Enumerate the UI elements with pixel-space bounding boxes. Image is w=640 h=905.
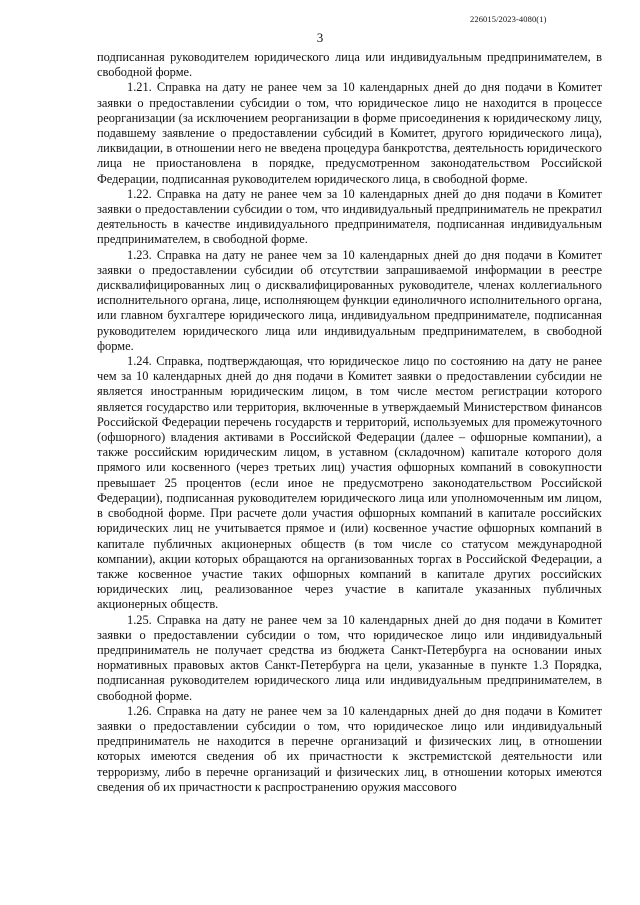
page-number: 3 — [316, 30, 324, 45]
paragraph-1-22: 1.22. Справка на дату не ранее чем за 10 календарных дней до дня подачи в Комитет заявки о предоставлении субсидии о том, что индивидуальный предприниматель не прекратил деятельность в качестве индивидуального предпринимателя, подписанная индивидуальным предпринимателем, в свободной форме. — [97, 186, 602, 247]
paragraph-1-25: 1.25. Справка на дату не ранее чем за 10 календарных дней до дня подачи в Комитет заявки о предоставлении субсидии о том, что юридическое лицо или индивидуальный предприниматель не получает средства из бюджета Санкт-Петербурга на основании иных нормативных правовых актов Санкт-Петербурга на цели, указанные в пункте 1.3 Порядка, подписанная руководителем юридического лица или индивидуальным предпринимателем, в свободной форме. — [97, 612, 602, 703]
paragraph-1-24: 1.24. Справка, подтверждающая, что юридическое лицо по состоянию на дату не ранее чем за 10 календарных дней до дня подачи в Комитет заявки о предоставлении субсидии не является иностранным юридическим лицом, в том числе местом регистрации которого является государство или территория, включенные в утверждаемый Министерством финансов Российской Федерации перечень государств и территорий, используемых для промежуточного (офшорного) владения активами в Российской Федерации (далее – офшорные компании), а также российским юридическим лицом, в уставном (складочном) капитале которого доля прямого или косвенного (через третьих лиц) участия офшорных компаний в совокупности превышает 25 процентов (если иное не предусмотрено законодательством Российской Федерации), подписанная руководителем юридического лица или уполномоченным им лицом, в свободной форме. При расчете доли участия офшорных компаний в капитале российских юридических лиц не учитывается прямое и (или) косвенное участие офшорных компаний в капитале публичных акционерных обществ (в том числе со статусом международной компании), акции которых обращаются на организованных торгах в Российской Федерации, а также косвенное участие таких офшорных компаний в капитале других российских юридических лиц, реализованное через участие в капитале указанных публичных акционерных обществ. — [97, 354, 602, 612]
paragraph-1-21: 1.21. Справка на дату не ранее чем за 10 календарных дней до дня подачи в Комитет заявки о предоставлении субсидии о том, что юридическое лицо не находится в процессе реорганизации (за исключением реорганизации в форме присоединения к юридическому лицу, подавшему заявление о предоставлении субсидий в Комитет, другого юридического лица), ликвидации, в отношении него не введена процедура банкротства, деятельность юридического лица не приостановлена в порядке, предусмотренном законодательством Российской Федерации, подписанная руководителем юридического лица, в свободной форме. — [97, 80, 602, 186]
document-registration-number: 226015/2023-4080(1) — [470, 14, 547, 24]
paragraph-continuation: подписанная руководителем юридического лица или индивидуальным предпринимателем, в свободной форме. — [97, 50, 602, 80]
paragraph-1-26: 1.26. Справка на дату не ранее чем за 10 календарных дней до дня подачи в Комитет заявки о предоставлении субсидии о том, что юридическое лицо или индивидуальный предприниматель не находится в перечне организаций и физических лиц, в отношении которых имеются сведения об их причастности к экстремистской деятельности или терроризму, либо в перечне организаций и физических лиц, в отношении которых имеются сведения об их причастности к распространению оружия массового — [97, 703, 602, 794]
paragraph-1-23: 1.23. Справка на дату не ранее чем за 10 календарных дней до дня подачи в Комитет заявки о предоставлении субсидии об отсутствии запрашиваемой информации в реестре дисквалифицированных лиц о дисквалифицированных руководителе, членах коллегиального исполнительного органа, лице, исполняющем функции единоличного исполнительного органа, или главном бухгалтере юридического лица, индивидуальном предпринимателе, подписанная руководителем юридического лица или индивидуальным предпринимателем, в свободной форме. — [97, 247, 602, 353]
document-body — [97, 50, 602, 795]
